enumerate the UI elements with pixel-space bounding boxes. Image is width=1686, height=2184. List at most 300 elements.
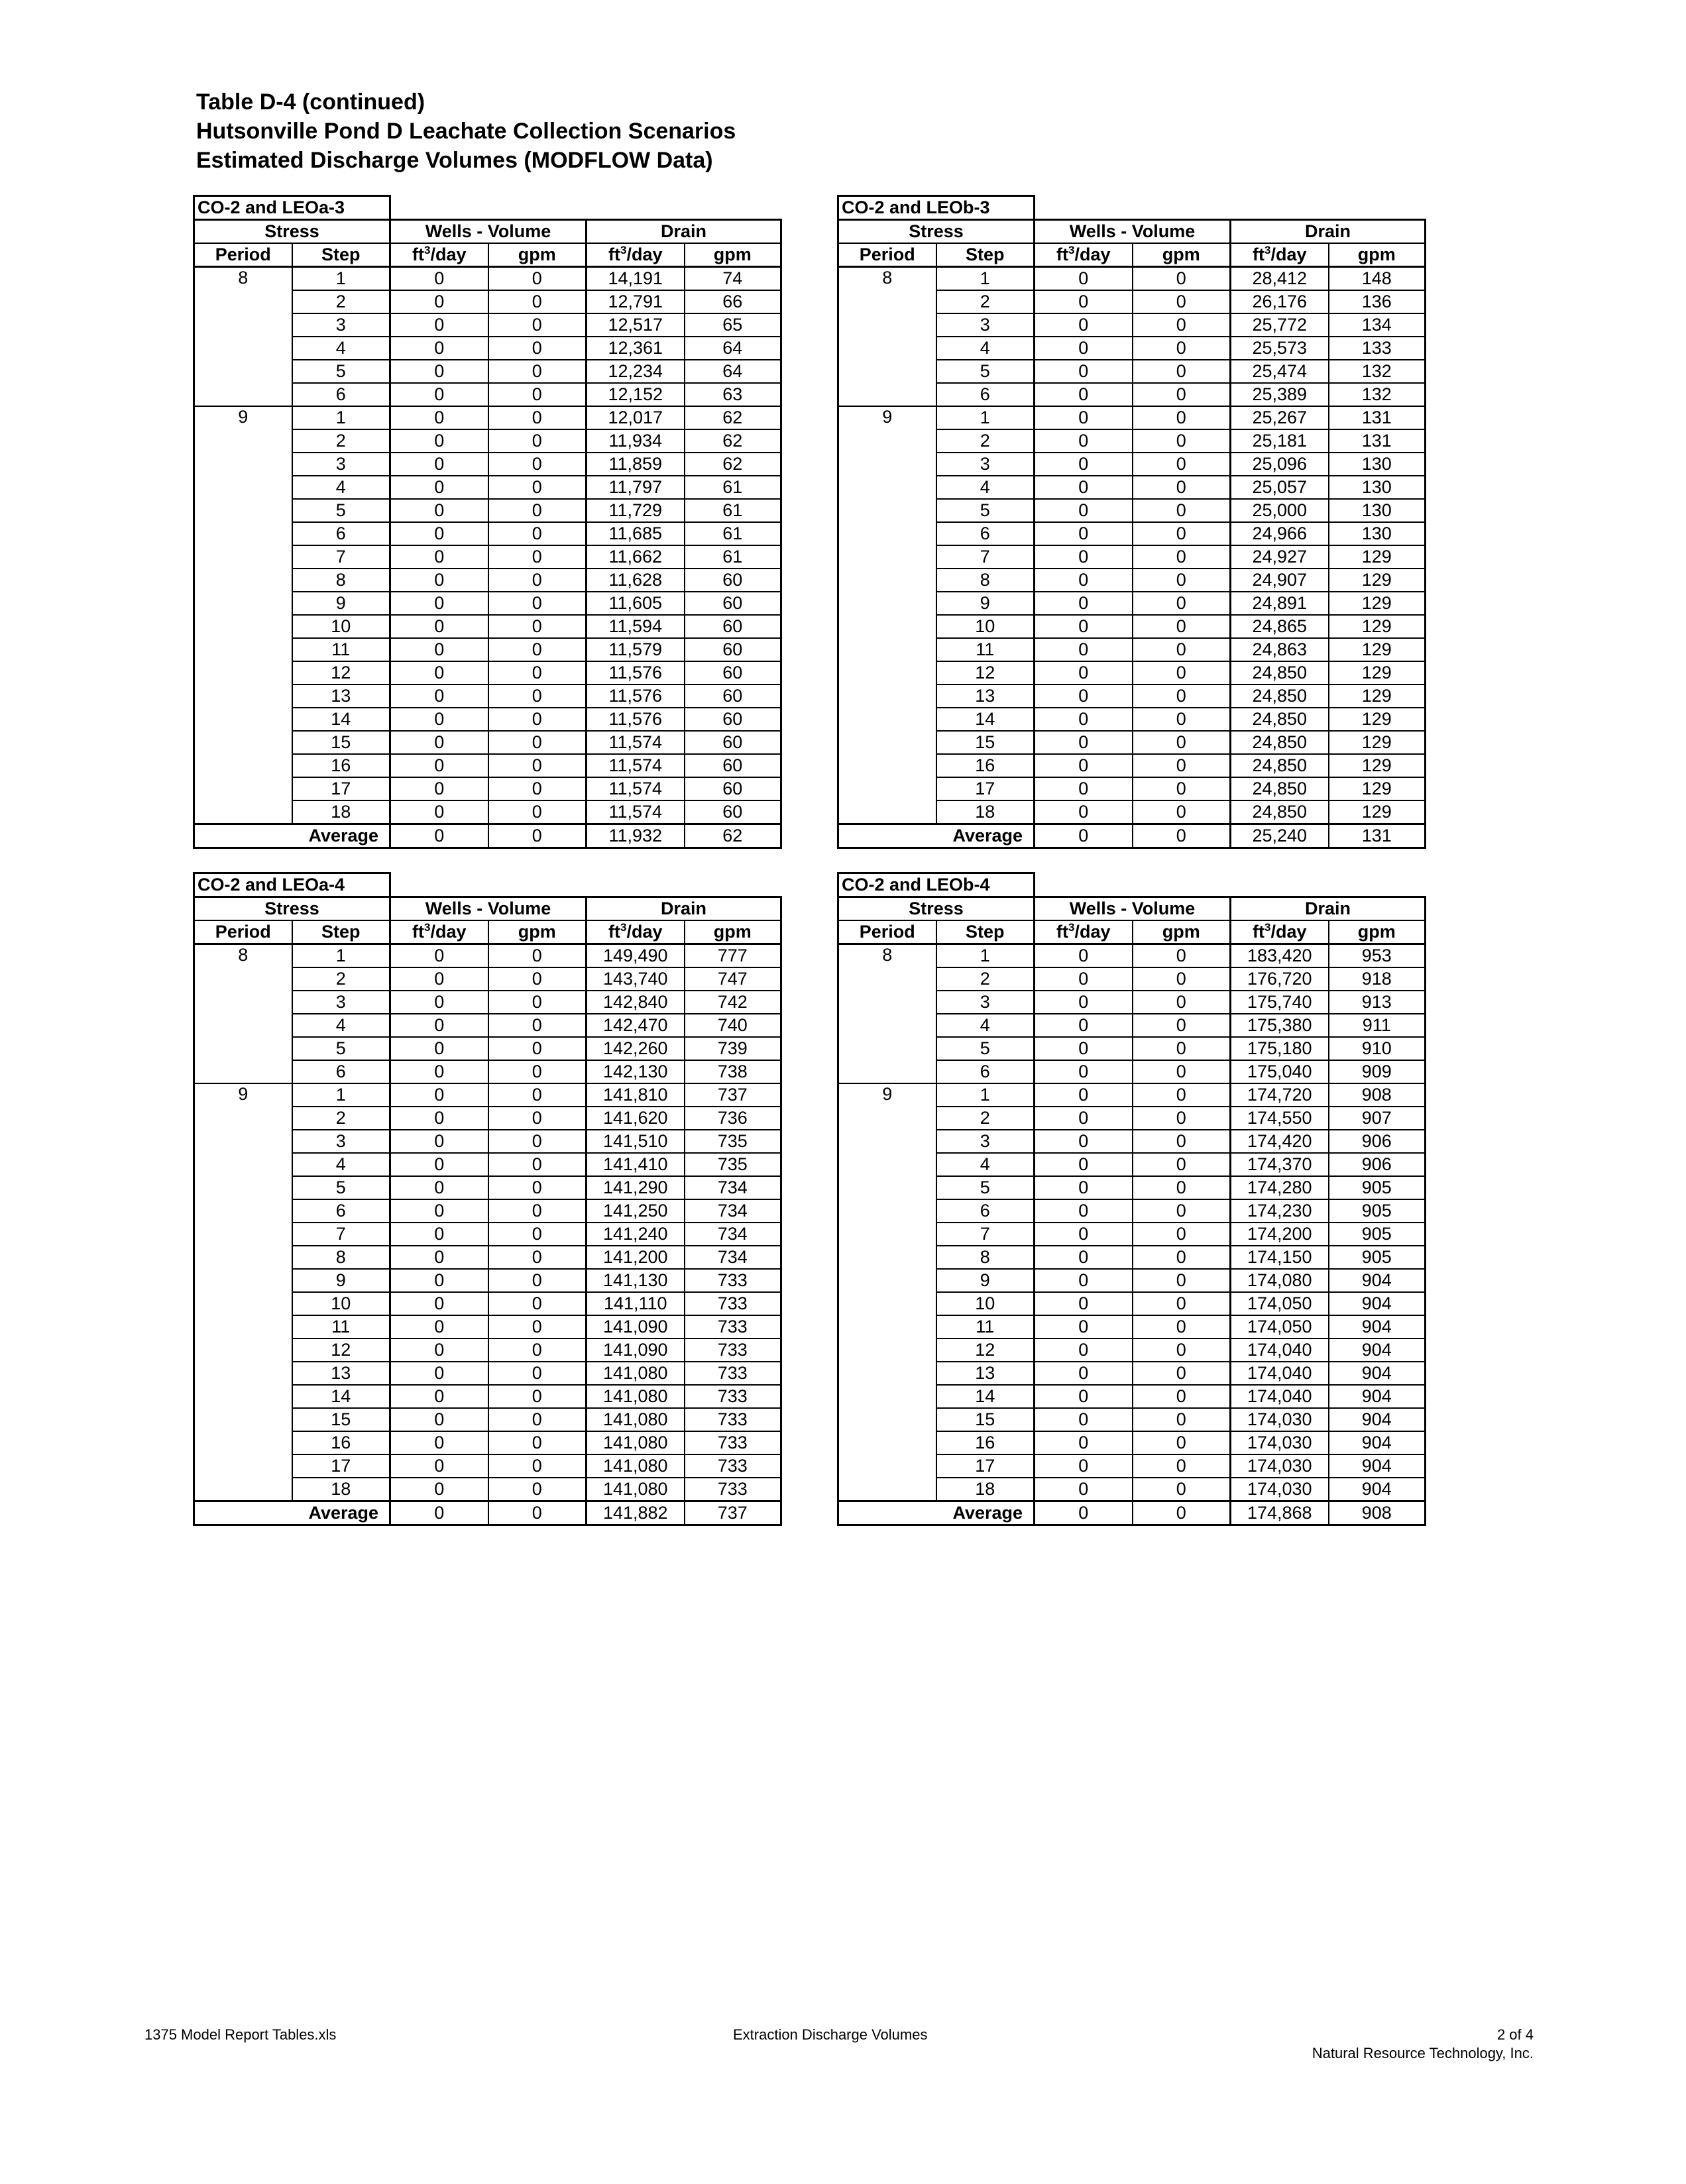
step-cell: 18 bbox=[936, 800, 1035, 824]
step-cell: 4 bbox=[292, 1014, 390, 1037]
drain-ft3-cell: 141,110 bbox=[587, 1292, 685, 1315]
wells-gpm-cell: 0 bbox=[1133, 313, 1231, 337]
avg-drain-gpm: 908 bbox=[1329, 1502, 1426, 1525]
drain-gpm-cell: 733 bbox=[685, 1478, 781, 1502]
unit-exponent: 3 bbox=[424, 921, 431, 934]
drain-ft3-cell: 11,576 bbox=[587, 708, 685, 731]
drain-gpm-cell: 734 bbox=[685, 1246, 781, 1269]
drain-gpm-cell: 908 bbox=[1329, 1083, 1426, 1107]
period-cell: 9 bbox=[838, 1083, 936, 1502]
wells-ft3-cell: 0 bbox=[1035, 1362, 1133, 1385]
drain-ft3-cell: 174,200 bbox=[1231, 1223, 1329, 1246]
unit-ft: ft bbox=[1253, 922, 1264, 942]
step-cell: 10 bbox=[936, 1292, 1035, 1315]
drain-ft3-cell: 142,840 bbox=[587, 991, 685, 1014]
step-cell: 2 bbox=[292, 290, 390, 313]
wells-ft3-cell: 0 bbox=[390, 383, 488, 406]
step-cell: 16 bbox=[936, 754, 1035, 777]
table-row bbox=[194, 944, 781, 968]
drain-gpm-cell: 734 bbox=[685, 1176, 781, 1199]
drain-ft3-cell: 141,240 bbox=[587, 1223, 685, 1246]
header-stress: Stress bbox=[838, 220, 1035, 244]
wells-ft3-cell: 0 bbox=[390, 1478, 488, 1502]
step-cell: 7 bbox=[936, 1223, 1035, 1246]
drain-gpm-cell: 736 bbox=[685, 1107, 781, 1130]
drain-ft3-cell: 175,380 bbox=[1231, 1014, 1329, 1037]
step-cell: 1 bbox=[292, 1083, 390, 1107]
step-cell: 13 bbox=[936, 1362, 1035, 1385]
discharge-table bbox=[837, 872, 1426, 1526]
wells-gpm-cell: 0 bbox=[1133, 1431, 1231, 1454]
wells-gpm-cell: 0 bbox=[1133, 991, 1231, 1014]
table-row bbox=[194, 406, 781, 429]
drain-gpm-cell: 737 bbox=[685, 1083, 781, 1107]
wells-ft3-cell: 0 bbox=[1035, 754, 1133, 777]
drain-gpm-cell: 130 bbox=[1329, 453, 1426, 476]
header-ft3-per-day bbox=[390, 920, 488, 944]
wells-gpm-cell: 0 bbox=[488, 1269, 587, 1292]
header-gpm: gpm bbox=[1133, 243, 1231, 267]
step-cell: 1 bbox=[936, 267, 1035, 291]
wells-gpm-cell: 0 bbox=[488, 1408, 587, 1431]
header-ft3-per-day bbox=[587, 920, 685, 944]
table-row bbox=[838, 944, 1426, 968]
wells-ft3-cell: 0 bbox=[390, 313, 488, 337]
wells-ft3-cell: 0 bbox=[1035, 337, 1133, 360]
scenario-name-row bbox=[194, 196, 781, 220]
avg-drain-gpm: 737 bbox=[685, 1502, 781, 1525]
wells-gpm-cell: 0 bbox=[488, 290, 587, 313]
drain-ft3-cell: 174,030 bbox=[1231, 1478, 1329, 1502]
avg-wells-gpm: 0 bbox=[488, 1502, 587, 1525]
wells-ft3-cell: 0 bbox=[390, 1176, 488, 1199]
avg-wells-ft3: 0 bbox=[1035, 1502, 1133, 1525]
wells-gpm-cell: 0 bbox=[488, 1223, 587, 1246]
header-gpm: gpm bbox=[1329, 243, 1426, 267]
drain-gpm-cell: 747 bbox=[685, 967, 781, 991]
wells-gpm-cell: 0 bbox=[488, 1037, 587, 1060]
drain-ft3-cell: 24,907 bbox=[1231, 569, 1329, 592]
drain-ft3-cell: 174,040 bbox=[1231, 1362, 1329, 1385]
header-drain: Drain bbox=[1231, 220, 1426, 244]
drain-ft3-cell: 11,662 bbox=[587, 545, 685, 569]
wells-ft3-cell: 0 bbox=[1035, 1199, 1133, 1223]
wells-ft3-cell: 0 bbox=[1035, 1107, 1133, 1130]
drain-ft3-cell: 11,579 bbox=[587, 638, 685, 661]
drain-ft3-cell: 11,685 bbox=[587, 522, 685, 545]
step-cell: 10 bbox=[292, 615, 390, 638]
wells-gpm-cell: 0 bbox=[1133, 267, 1231, 291]
wells-ft3-cell: 0 bbox=[390, 1246, 488, 1269]
wells-ft3-cell: 0 bbox=[1035, 1130, 1133, 1153]
step-cell: 6 bbox=[936, 1060, 1035, 1083]
drain-ft3-cell: 141,130 bbox=[587, 1269, 685, 1292]
drain-ft3-cell: 174,720 bbox=[1231, 1083, 1329, 1107]
step-cell: 4 bbox=[936, 1153, 1035, 1176]
header-row-groups bbox=[838, 220, 1426, 244]
average-label: Average bbox=[194, 824, 390, 848]
table-row bbox=[194, 267, 781, 291]
wells-ft3-cell: 0 bbox=[390, 991, 488, 1014]
drain-ft3-cell: 11,859 bbox=[587, 453, 685, 476]
drain-ft3-cell: 24,850 bbox=[1231, 731, 1329, 754]
step-cell: 4 bbox=[292, 1153, 390, 1176]
drain-ft3-cell: 28,412 bbox=[1231, 267, 1329, 291]
scenario-name-row bbox=[838, 873, 1426, 897]
wells-ft3-cell: 0 bbox=[1035, 453, 1133, 476]
drain-ft3-cell: 24,850 bbox=[1231, 684, 1329, 708]
header-gpm: gpm bbox=[1329, 920, 1426, 944]
unit-per-day: /day bbox=[1074, 922, 1111, 942]
wells-ft3-cell: 0 bbox=[390, 1362, 488, 1385]
drain-gpm-cell: 133 bbox=[1329, 337, 1426, 360]
step-cell: 14 bbox=[292, 708, 390, 731]
drain-gpm-cell: 905 bbox=[1329, 1223, 1426, 1246]
step-cell: 9 bbox=[936, 592, 1035, 615]
wells-ft3-cell: 0 bbox=[1035, 522, 1133, 545]
wells-ft3-cell: 0 bbox=[1035, 1431, 1133, 1454]
drain-ft3-cell: 174,050 bbox=[1231, 1315, 1329, 1338]
unit-ft: ft bbox=[1056, 245, 1068, 264]
wells-ft3-cell: 0 bbox=[390, 545, 488, 569]
drain-gpm-cell: 60 bbox=[685, 708, 781, 731]
wells-gpm-cell: 0 bbox=[1133, 383, 1231, 406]
drain-gpm-cell: 738 bbox=[685, 1060, 781, 1083]
drain-ft3-cell: 11,574 bbox=[587, 731, 685, 754]
drain-gpm-cell: 62 bbox=[685, 453, 781, 476]
header-period: Period bbox=[838, 920, 936, 944]
wells-gpm-cell: 0 bbox=[1133, 1107, 1231, 1130]
drain-ft3-cell: 142,470 bbox=[587, 1014, 685, 1037]
drain-ft3-cell: 11,628 bbox=[587, 569, 685, 592]
drain-gpm-cell: 733 bbox=[685, 1338, 781, 1362]
drain-gpm-cell: 905 bbox=[1329, 1199, 1426, 1223]
step-cell: 4 bbox=[936, 337, 1035, 360]
wells-ft3-cell: 0 bbox=[1035, 1153, 1133, 1176]
header-period: Period bbox=[194, 920, 292, 944]
wells-gpm-cell: 0 bbox=[1133, 661, 1231, 684]
drain-ft3-cell: 25,057 bbox=[1231, 476, 1329, 499]
drain-ft3-cell: 12,017 bbox=[587, 406, 685, 429]
drain-ft3-cell: 11,576 bbox=[587, 661, 685, 684]
drain-ft3-cell: 24,891 bbox=[1231, 592, 1329, 615]
wells-gpm-cell: 0 bbox=[488, 429, 587, 453]
step-cell: 6 bbox=[936, 1199, 1035, 1223]
drain-ft3-cell: 174,230 bbox=[1231, 1199, 1329, 1223]
wells-gpm-cell: 0 bbox=[1133, 337, 1231, 360]
header-spacer bbox=[1035, 196, 1426, 220]
unit-per-day: /day bbox=[626, 922, 663, 942]
period-cell: 8 bbox=[194, 944, 292, 1084]
wells-ft3-cell: 0 bbox=[390, 1454, 488, 1478]
wells-gpm-cell: 0 bbox=[1133, 615, 1231, 638]
header-period: Period bbox=[838, 243, 936, 267]
header-gpm: gpm bbox=[488, 243, 587, 267]
step-cell: 17 bbox=[936, 777, 1035, 800]
wells-ft3-cell: 0 bbox=[1035, 1408, 1133, 1431]
scenario-name: CO-2 and LEOb-3 bbox=[838, 196, 1035, 220]
drain-gpm-cell: 733 bbox=[685, 1431, 781, 1454]
wells-gpm-cell: 0 bbox=[488, 406, 587, 429]
drain-ft3-cell: 25,389 bbox=[1231, 383, 1329, 406]
drain-gpm-cell: 904 bbox=[1329, 1478, 1426, 1502]
wells-gpm-cell: 0 bbox=[488, 476, 587, 499]
discharge-table bbox=[193, 195, 782, 849]
avg-wells-gpm: 0 bbox=[488, 824, 587, 848]
step-cell: 10 bbox=[936, 615, 1035, 638]
drain-gpm-cell: 129 bbox=[1329, 800, 1426, 824]
step-cell: 12 bbox=[936, 661, 1035, 684]
wells-ft3-cell: 0 bbox=[1035, 592, 1133, 615]
drain-ft3-cell: 175,740 bbox=[1231, 991, 1329, 1014]
drain-ft3-cell: 12,152 bbox=[587, 383, 685, 406]
drain-gpm-cell: 129 bbox=[1329, 661, 1426, 684]
wells-gpm-cell: 0 bbox=[488, 1315, 587, 1338]
header-ft3-per-day bbox=[1035, 243, 1133, 267]
wells-ft3-cell: 0 bbox=[390, 731, 488, 754]
wells-gpm-cell: 0 bbox=[1133, 1385, 1231, 1408]
unit-ft: ft bbox=[608, 245, 620, 264]
drain-ft3-cell: 141,080 bbox=[587, 1362, 685, 1385]
wells-gpm-cell: 0 bbox=[488, 731, 587, 754]
drain-gpm-cell: 953 bbox=[1329, 944, 1426, 968]
step-cell: 18 bbox=[292, 800, 390, 824]
drain-ft3-cell: 149,490 bbox=[587, 944, 685, 968]
wells-ft3-cell: 0 bbox=[390, 1130, 488, 1153]
drain-ft3-cell: 11,574 bbox=[587, 754, 685, 777]
header-spacer bbox=[390, 196, 781, 220]
scenario-name-row bbox=[194, 873, 781, 897]
step-cell: 8 bbox=[936, 569, 1035, 592]
wells-gpm-cell: 0 bbox=[488, 991, 587, 1014]
wells-gpm-cell: 0 bbox=[1133, 1130, 1231, 1153]
drain-gpm-cell: 733 bbox=[685, 1385, 781, 1408]
drain-gpm-cell: 60 bbox=[685, 800, 781, 824]
drain-ft3-cell: 141,090 bbox=[587, 1315, 685, 1338]
wells-gpm-cell: 0 bbox=[488, 1130, 587, 1153]
drain-gpm-cell: 742 bbox=[685, 991, 781, 1014]
drain-ft3-cell: 141,620 bbox=[587, 1107, 685, 1130]
drain-gpm-cell: 130 bbox=[1329, 499, 1426, 522]
avg-drain-gpm: 62 bbox=[685, 824, 781, 848]
step-cell: 1 bbox=[936, 406, 1035, 429]
wells-ft3-cell: 0 bbox=[390, 569, 488, 592]
wells-gpm-cell: 0 bbox=[488, 1385, 587, 1408]
header-spacer bbox=[390, 873, 781, 897]
wells-ft3-cell: 0 bbox=[390, 684, 488, 708]
drain-gpm-cell: 129 bbox=[1329, 708, 1426, 731]
drain-ft3-cell: 25,096 bbox=[1231, 453, 1329, 476]
drain-gpm-cell: 906 bbox=[1329, 1130, 1426, 1153]
wells-ft3-cell: 0 bbox=[1035, 1338, 1133, 1362]
drain-gpm-cell: 777 bbox=[685, 944, 781, 968]
wells-gpm-cell: 0 bbox=[1133, 1060, 1231, 1083]
step-cell: 3 bbox=[936, 1130, 1035, 1153]
header-gpm: gpm bbox=[685, 920, 781, 944]
wells-gpm-cell: 0 bbox=[1133, 754, 1231, 777]
unit-ft: ft bbox=[412, 245, 424, 264]
avg-drain-gpm: 131 bbox=[1329, 824, 1426, 848]
drain-ft3-cell: 11,605 bbox=[587, 592, 685, 615]
period-cell: 9 bbox=[838, 406, 936, 824]
wells-ft3-cell: 0 bbox=[1035, 267, 1133, 291]
wells-gpm-cell: 0 bbox=[1133, 638, 1231, 661]
step-cell: 7 bbox=[936, 545, 1035, 569]
drain-ft3-cell: 25,181 bbox=[1231, 429, 1329, 453]
header-row-units bbox=[838, 243, 1426, 267]
drain-gpm-cell: 62 bbox=[685, 406, 781, 429]
wells-ft3-cell: 0 bbox=[390, 708, 488, 731]
wells-ft3-cell: 0 bbox=[1035, 731, 1133, 754]
wells-gpm-cell: 0 bbox=[488, 592, 587, 615]
drain-gpm-cell: 911 bbox=[1329, 1014, 1426, 1037]
step-cell: 2 bbox=[936, 967, 1035, 991]
unit-exponent: 3 bbox=[620, 244, 627, 256]
drain-gpm-cell: 134 bbox=[1329, 313, 1426, 337]
wells-ft3-cell: 0 bbox=[390, 360, 488, 383]
wells-gpm-cell: 0 bbox=[1133, 708, 1231, 731]
average-row bbox=[838, 1502, 1426, 1525]
wells-ft3-cell: 0 bbox=[390, 406, 488, 429]
drain-gpm-cell: 61 bbox=[685, 545, 781, 569]
wells-ft3-cell: 0 bbox=[390, 1014, 488, 1037]
wells-ft3-cell: 0 bbox=[390, 777, 488, 800]
step-cell: 7 bbox=[292, 1223, 390, 1246]
wells-gpm-cell: 0 bbox=[1133, 429, 1231, 453]
wells-ft3-cell: 0 bbox=[390, 337, 488, 360]
drain-gpm-cell: 129 bbox=[1329, 638, 1426, 661]
drain-ft3-cell: 141,080 bbox=[587, 1431, 685, 1454]
wells-gpm-cell: 0 bbox=[1133, 1223, 1231, 1246]
wells-gpm-cell: 0 bbox=[488, 638, 587, 661]
wells-gpm-cell: 0 bbox=[488, 754, 587, 777]
step-cell: 6 bbox=[292, 522, 390, 545]
step-cell: 5 bbox=[936, 360, 1035, 383]
wells-ft3-cell: 0 bbox=[390, 1107, 488, 1130]
drain-gpm-cell: 131 bbox=[1329, 406, 1426, 429]
wells-gpm-cell: 0 bbox=[488, 522, 587, 545]
header-drain: Drain bbox=[587, 220, 781, 244]
wells-gpm-cell: 0 bbox=[1133, 1454, 1231, 1478]
drain-gpm-cell: 64 bbox=[685, 337, 781, 360]
drain-ft3-cell: 11,797 bbox=[587, 476, 685, 499]
drain-gpm-cell: 131 bbox=[1329, 429, 1426, 453]
wells-gpm-cell: 0 bbox=[488, 337, 587, 360]
step-cell: 2 bbox=[936, 429, 1035, 453]
unit-exponent: 3 bbox=[620, 921, 627, 934]
wells-gpm-cell: 0 bbox=[488, 967, 587, 991]
wells-ft3-cell: 0 bbox=[1035, 1246, 1133, 1269]
drain-ft3-cell: 12,234 bbox=[587, 360, 685, 383]
header-row-groups bbox=[194, 897, 781, 921]
wells-gpm-cell: 0 bbox=[1133, 1014, 1231, 1037]
drain-gpm-cell: 733 bbox=[685, 1315, 781, 1338]
step-cell: 1 bbox=[936, 944, 1035, 968]
header-step: Step bbox=[936, 243, 1035, 267]
step-cell: 12 bbox=[292, 1338, 390, 1362]
step-cell: 3 bbox=[292, 313, 390, 337]
step-cell: 4 bbox=[936, 1014, 1035, 1037]
wells-gpm-cell: 0 bbox=[1133, 1246, 1231, 1269]
drain-gpm-cell: 906 bbox=[1329, 1153, 1426, 1176]
title-line-1: Table D-4 (continued) bbox=[196, 89, 425, 115]
step-cell: 1 bbox=[292, 267, 390, 291]
step-cell: 6 bbox=[936, 522, 1035, 545]
step-cell: 18 bbox=[936, 1478, 1035, 1502]
drain-ft3-cell: 174,040 bbox=[1231, 1338, 1329, 1362]
step-cell: 12 bbox=[292, 661, 390, 684]
document-title bbox=[196, 87, 736, 175]
step-cell: 2 bbox=[292, 1107, 390, 1130]
drain-ft3-cell: 11,574 bbox=[587, 800, 685, 824]
header-ft3-per-day bbox=[587, 243, 685, 267]
wells-gpm-cell: 0 bbox=[1133, 1176, 1231, 1199]
wells-ft3-cell: 0 bbox=[1035, 777, 1133, 800]
step-cell: 15 bbox=[292, 1408, 390, 1431]
drain-gpm-cell: 61 bbox=[685, 522, 781, 545]
drain-ft3-cell: 11,594 bbox=[587, 615, 685, 638]
wells-gpm-cell: 0 bbox=[1133, 1315, 1231, 1338]
wells-ft3-cell: 0 bbox=[390, 1037, 488, 1060]
drain-ft3-cell: 25,573 bbox=[1231, 337, 1329, 360]
drain-ft3-cell: 25,267 bbox=[1231, 406, 1329, 429]
wells-ft3-cell: 0 bbox=[1035, 406, 1133, 429]
step-cell: 16 bbox=[292, 1431, 390, 1454]
wells-ft3-cell: 0 bbox=[1035, 1292, 1133, 1315]
unit-ft: ft bbox=[412, 922, 424, 942]
wells-gpm-cell: 0 bbox=[488, 777, 587, 800]
drain-gpm-cell: 60 bbox=[685, 615, 781, 638]
wells-ft3-cell: 0 bbox=[390, 1223, 488, 1246]
step-cell: 3 bbox=[936, 453, 1035, 476]
scenario-name: CO-2 and LEOa-4 bbox=[194, 873, 390, 897]
drain-ft3-cell: 174,420 bbox=[1231, 1130, 1329, 1153]
step-cell: 8 bbox=[292, 569, 390, 592]
step-cell: 18 bbox=[292, 1478, 390, 1502]
wells-ft3-cell: 0 bbox=[1035, 708, 1133, 731]
drain-gpm-cell: 735 bbox=[685, 1130, 781, 1153]
drain-ft3-cell: 174,030 bbox=[1231, 1431, 1329, 1454]
drain-gpm-cell: 130 bbox=[1329, 522, 1426, 545]
header-row-units bbox=[838, 920, 1426, 944]
wells-ft3-cell: 0 bbox=[1035, 1269, 1133, 1292]
average-label: Average bbox=[194, 1502, 390, 1525]
unit-per-day: /day bbox=[430, 245, 467, 264]
drain-ft3-cell: 24,850 bbox=[1231, 661, 1329, 684]
step-cell: 13 bbox=[292, 684, 390, 708]
wells-gpm-cell: 0 bbox=[1133, 569, 1231, 592]
wells-ft3-cell: 0 bbox=[1035, 1037, 1133, 1060]
step-cell: 1 bbox=[292, 944, 390, 968]
drain-ft3-cell: 25,000 bbox=[1231, 499, 1329, 522]
avg-drain-ft3: 25,240 bbox=[1231, 824, 1329, 848]
step-cell: 1 bbox=[292, 406, 390, 429]
drain-gpm-cell: 904 bbox=[1329, 1292, 1426, 1315]
wells-ft3-cell: 0 bbox=[390, 1153, 488, 1176]
wells-gpm-cell: 0 bbox=[1133, 545, 1231, 569]
wells-ft3-cell: 0 bbox=[1035, 967, 1133, 991]
drain-gpm-cell: 909 bbox=[1329, 1060, 1426, 1083]
wells-ft3-cell: 0 bbox=[1035, 569, 1133, 592]
header-drain: Drain bbox=[1231, 897, 1426, 921]
drain-ft3-cell: 14,191 bbox=[587, 267, 685, 291]
step-cell: 15 bbox=[936, 1408, 1035, 1431]
step-cell: 5 bbox=[936, 499, 1035, 522]
wells-ft3-cell: 0 bbox=[390, 522, 488, 545]
header-stress: Stress bbox=[194, 220, 390, 244]
step-cell: 9 bbox=[292, 1269, 390, 1292]
step-cell: 13 bbox=[292, 1362, 390, 1385]
